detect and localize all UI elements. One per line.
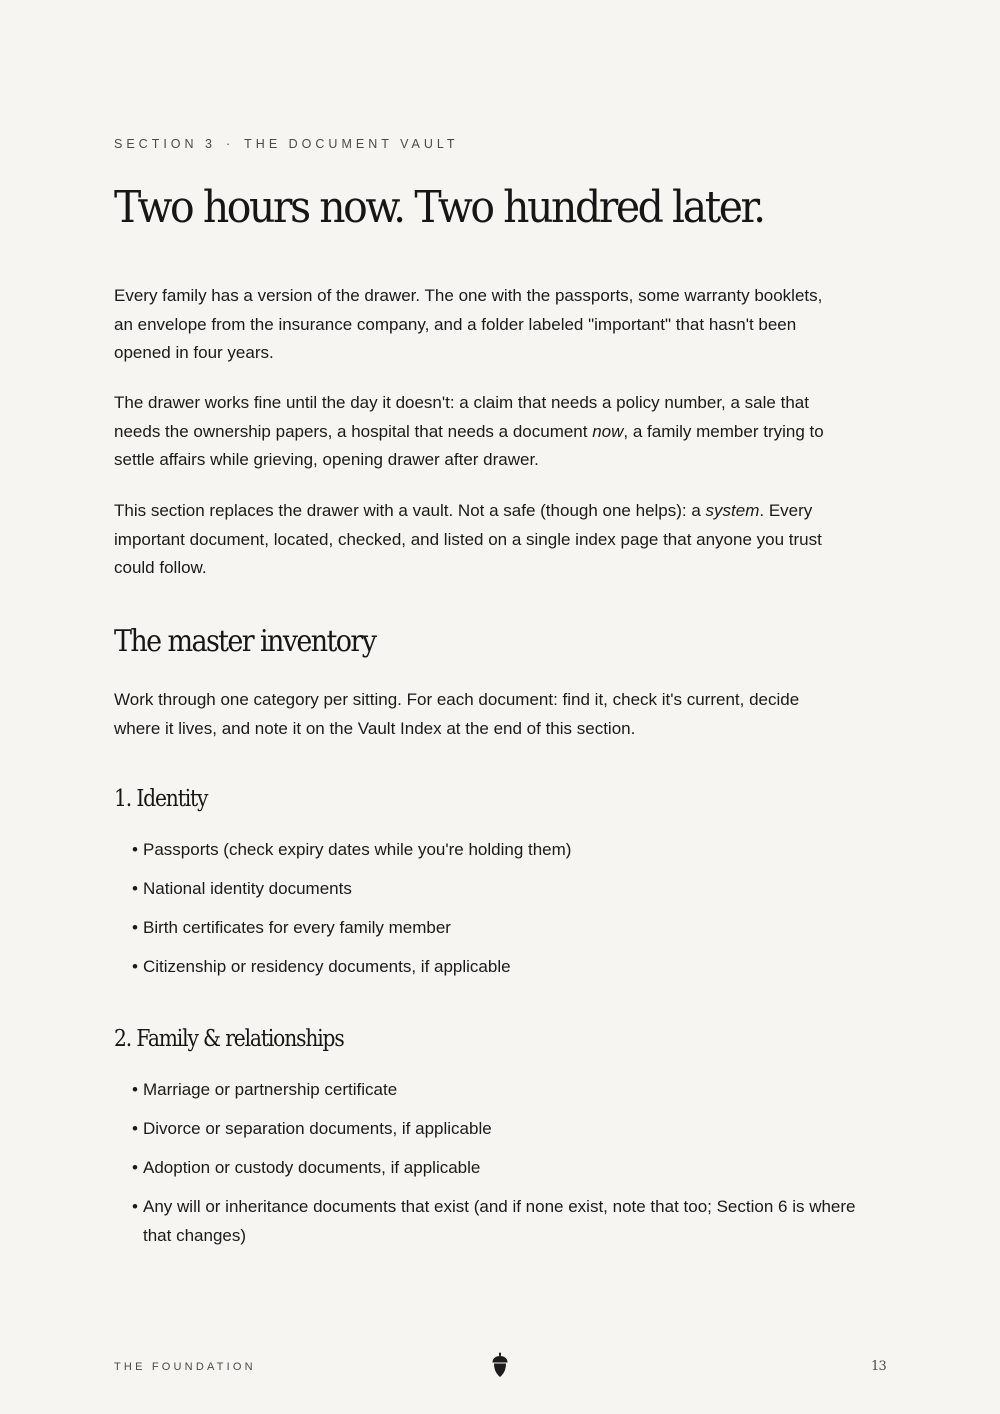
intro-paragraph-2-emphasis: now <box>592 421 624 441</box>
list-item: • Birth certificates for every family member <box>132 914 886 943</box>
category-heading-identity: 1. Identity <box>114 786 208 812</box>
footer-book-title: THE FOUNDATION <box>114 1361 256 1373</box>
intro-paragraph-2 <box>114 389 836 475</box>
intro-paragraph-3-emphasis: system <box>705 501 760 520</box>
list-item: • Adoption or custody documents, if applicable <box>132 1154 886 1183</box>
list-item: • Passports (check expiry dates while you're holding them) <box>132 836 886 865</box>
family-list <box>132 1076 886 1261</box>
section-kicker <box>114 137 459 151</box>
page-title: Two hours now. Two hundred later. <box>114 182 764 233</box>
intro-paragraph-1: Every family has a version of the drawer. The one with the passports, some warranty booklets, an envelope from the insurance company, and a folder labeled "important" that hasn't been opened in four years. <box>114 286 823 363</box>
intro-paragraph-3 <box>114 497 836 583</box>
list-item: • Citizenship or residency documents, if applicable <box>132 953 886 982</box>
kicker-separator: · <box>226 137 231 151</box>
section-label: SECTION 3 <box>114 137 216 151</box>
intro-paragraph-3-text-b: . Every important document, located, checked, and listed on a single index page that anyone you trust could follow. <box>114 501 822 578</box>
section-title: THE DOCUMENT VAULT <box>244 137 459 151</box>
acorn-icon <box>490 1352 510 1378</box>
intro-paragraph-2-text-a: The drawer works fine until the day it doesn't: a claim that needs a policy number, a sale that needs the ownership papers, a hospital that needs a document <box>114 393 809 441</box>
inventory-intro: Work through one category per sitting. For each document: find it, check it's current, decide where it lives, and note it on the Vault Index at the end of this section. <box>114 690 800 738</box>
intro-paragraph-3-text-a: This section replaces the drawer with a vault. Not a safe (though one helps): a <box>114 501 706 520</box>
list-item: • Any will or inheritance documents that exist (and if none exist, note that too; Section 6 is where that changes) <box>132 1193 886 1250</box>
inventory-heading: The master inventory <box>114 624 376 659</box>
list-item: • National identity documents <box>132 875 886 904</box>
list-item: • Marriage or partnership certificate <box>132 1076 886 1105</box>
intro-paragraph-2-text-b: , a family member trying to settle affairs while grieving, opening drawer after drawer. <box>114 421 824 470</box>
list-item: • Divorce or separation documents, if applicable <box>132 1115 886 1144</box>
page-number: 13 <box>871 1359 886 1374</box>
identity-list <box>132 836 886 992</box>
category-heading-family: 2. Family & relationships <box>114 1026 344 1052</box>
